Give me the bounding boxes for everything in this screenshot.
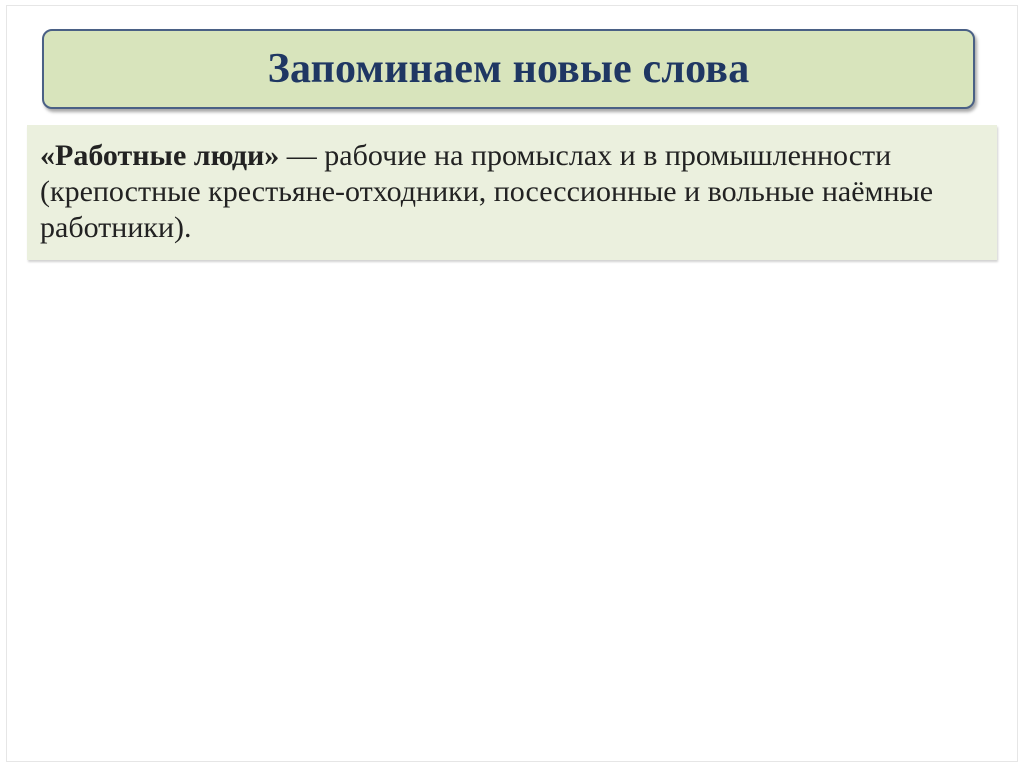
definition-description: — рабочие на промыслах и в промышленности (крепостные крестьяне-отходники, посессионные и вольные наёмные работники). (40, 139, 934, 244)
definition-term: «Работные люди» (40, 139, 280, 172)
title-banner (42, 29, 975, 109)
definition-box (27, 125, 997, 260)
slide (6, 5, 1018, 762)
definition-paragraph (40, 138, 979, 246)
slide-title: Запоминаем новые слова (267, 46, 750, 92)
